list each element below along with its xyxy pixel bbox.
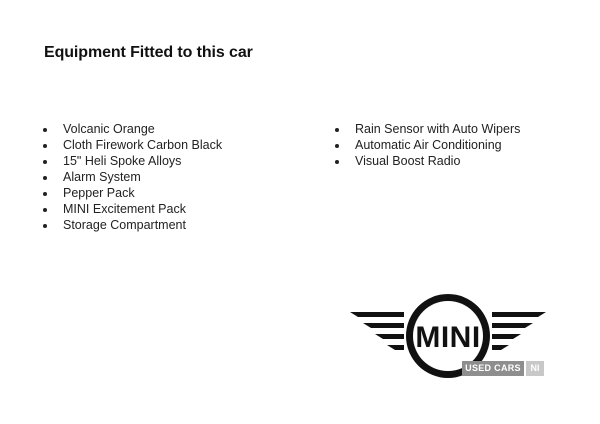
list-item (43, 137, 313, 153)
list-item (43, 153, 313, 169)
page-title: Equipment Fitted to this car (44, 44, 253, 61)
list-item (43, 217, 313, 233)
bullet-icon (335, 160, 339, 164)
list-item (43, 169, 313, 185)
bullet-icon (43, 160, 47, 164)
list-item (43, 201, 313, 217)
equipment-label: Storage Compartment (63, 218, 186, 232)
list-item (43, 121, 313, 137)
equipment-label: Visual Boost Radio (355, 154, 461, 168)
equipment-list-right (335, 121, 575, 169)
equipment-label: Alarm System (63, 170, 141, 184)
list-item (335, 153, 575, 169)
right-wing-icon (492, 312, 546, 350)
list-item (335, 137, 575, 153)
equipment-label: Cloth Firework Carbon Black (63, 138, 223, 152)
equipment-label: Automatic Air Conditioning (355, 138, 502, 152)
bullet-icon (43, 144, 47, 148)
bullet-icon (43, 128, 47, 132)
equipment-list-left (43, 121, 313, 233)
bullet-icon (335, 128, 339, 132)
list-item (335, 121, 575, 137)
equipment-label: 15" Heli Spoke Alloys (63, 154, 182, 168)
left-wing-icon (350, 312, 404, 350)
equipment-label: Pepper Pack (63, 186, 135, 200)
equipment-label: MINI Excitement Pack (63, 202, 186, 216)
bullet-icon (335, 144, 339, 148)
bullet-icon (43, 208, 47, 212)
region-badge: NI (526, 361, 544, 376)
used-cars-badge: USED CARS (462, 361, 524, 376)
bullet-icon (43, 176, 47, 180)
bullet-icon (43, 224, 47, 228)
bullet-icon (43, 192, 47, 196)
list-item (43, 185, 313, 201)
logo-wordmark: MINI (415, 321, 481, 354)
equipment-label: Volcanic Orange (63, 122, 155, 136)
equipment-label: Rain Sensor with Auto Wipers (355, 122, 521, 136)
